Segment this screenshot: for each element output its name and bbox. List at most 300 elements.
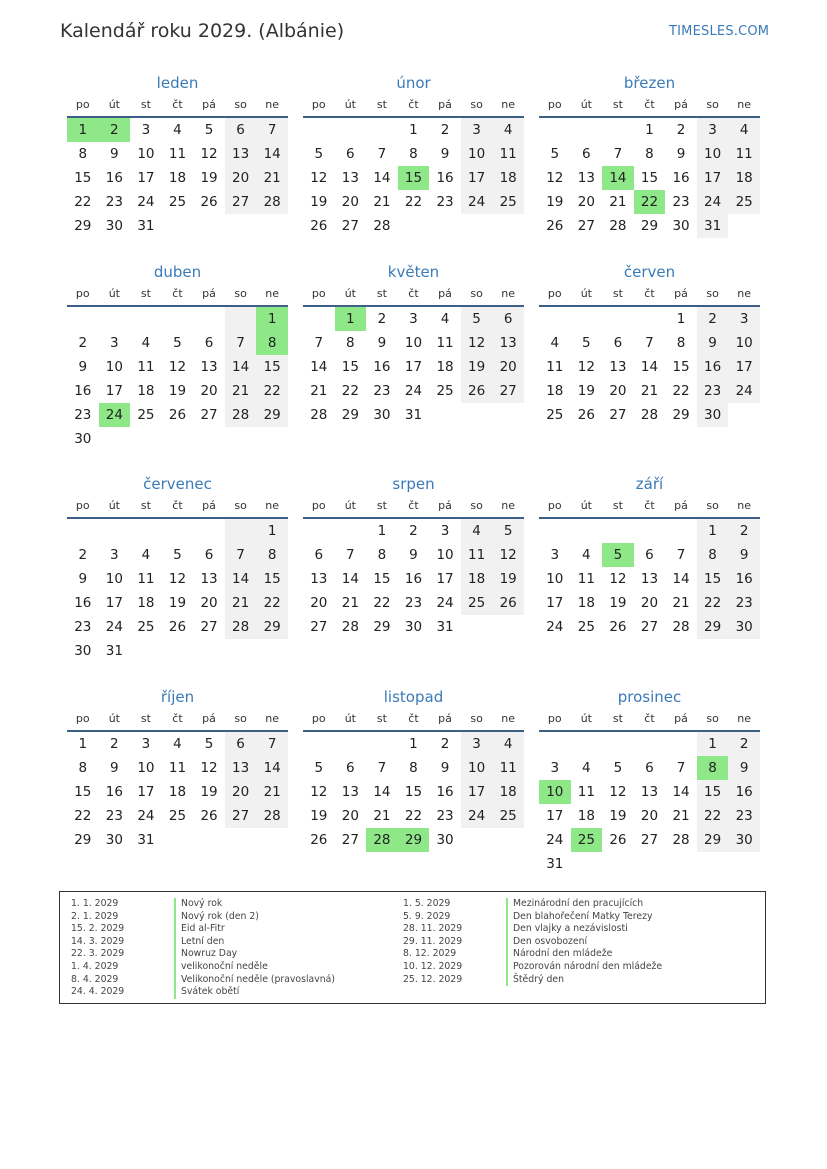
legend-date: 2. 1. 2029: [71, 910, 119, 922]
brand-link[interactable]: TIMESLES.COM: [669, 24, 770, 39]
month-name: leden: [156, 74, 199, 92]
day-cell: 31: [105, 643, 123, 659]
day-cell: 6: [225, 732, 257, 756]
day-cell: 29: [74, 218, 92, 234]
weekday-label: ne: [265, 98, 280, 111]
weekday-label: st: [140, 499, 151, 512]
legend-item: [392, 898, 662, 911]
day-cell: 23: [436, 808, 454, 824]
legend-holiday-name: Svátek obětí: [174, 986, 239, 999]
day-cell: 23: [373, 383, 391, 399]
day-cell: 22: [697, 804, 729, 828]
day-cell: 7: [613, 146, 623, 162]
day-cell: 24: [137, 194, 155, 210]
day-cell: 20: [341, 808, 359, 824]
day-cell: 19: [168, 383, 187, 399]
legend-holiday-name: Mezinárodní den pracujících: [506, 898, 643, 911]
day-cell: 13: [225, 756, 257, 780]
day-cell: 5: [173, 335, 182, 351]
weekday-label: čt: [172, 712, 183, 725]
day-cell: 5: [173, 547, 182, 563]
weekday-label: pá: [202, 499, 216, 512]
day-cell: 19: [609, 808, 627, 824]
day-cell: 15: [74, 170, 92, 186]
day-cell: 2: [110, 736, 119, 752]
day-cell: 11: [137, 571, 155, 587]
day-cell: 6: [225, 118, 257, 142]
day-cell: 26: [609, 832, 627, 848]
day-cell: 3: [440, 523, 450, 539]
empty-cell: [335, 519, 367, 543]
day-cell: 9: [110, 760, 119, 776]
day-cell: 21: [373, 808, 391, 824]
day-cell: 27: [225, 804, 257, 828]
empty-cell: [539, 307, 571, 331]
holiday-day-cell: 5: [602, 543, 634, 567]
day-cell: 2: [78, 335, 88, 351]
day-cell: 17: [461, 780, 493, 804]
day-cell: 29: [672, 407, 690, 423]
day-cell: 20: [492, 355, 524, 379]
day-cell: 15: [404, 784, 423, 800]
day-cell: 8: [377, 547, 387, 563]
day-cell: 8: [409, 146, 418, 162]
weekday-label: so: [234, 98, 247, 111]
day-cell: 10: [546, 571, 564, 587]
day-cell: 17: [436, 571, 454, 587]
weekday-label: čt: [644, 499, 655, 512]
day-cell: 13: [200, 359, 218, 375]
day-cell: 18: [546, 383, 564, 399]
weekday-label: st: [376, 98, 387, 111]
day-cell: 22: [341, 383, 359, 399]
legend-holiday-name: Den blahořečení Matky Terezy: [506, 911, 653, 924]
weekday-label: čt: [408, 287, 419, 300]
day-cell: 3: [461, 732, 493, 756]
day-cell: 21: [373, 194, 391, 210]
day-cell: 28: [225, 615, 257, 639]
weekday-header: [303, 94, 524, 118]
empty-cell: [193, 307, 225, 331]
day-cell: 1: [645, 122, 654, 138]
legend-date: 5. 9. 2029: [403, 910, 451, 922]
day-cell: 30: [105, 832, 123, 848]
day-cell: 6: [314, 547, 324, 563]
day-cell: 21: [225, 591, 257, 615]
day-cell: 8: [256, 543, 288, 567]
day-cell: 11: [168, 146, 187, 162]
day-cell: 13: [577, 170, 595, 186]
weekday-label: so: [470, 712, 483, 725]
day-cell: 4: [141, 547, 151, 563]
day-cell: 21: [225, 379, 257, 403]
day-cell: 20: [640, 595, 659, 611]
day-cell: 17: [105, 595, 123, 611]
day-cell: 18: [436, 359, 454, 375]
weekday-label: po: [311, 712, 326, 725]
legend-holiday-name: Nowruz Day: [174, 948, 237, 961]
day-cell: 26: [492, 591, 524, 615]
day-cell: 15: [373, 571, 391, 587]
day-cell: 31: [404, 407, 423, 423]
legend-item: [392, 974, 662, 987]
day-cell: 27: [492, 379, 524, 403]
empty-cell: [571, 732, 603, 756]
day-cell: 23: [105, 808, 123, 824]
day-cell: 17: [546, 808, 564, 824]
day-cell: 26: [168, 619, 187, 635]
month-říjen: [67, 686, 288, 852]
day-cell: 27: [640, 619, 659, 635]
weekday-label: so: [470, 499, 483, 512]
day-cell: 24: [436, 595, 454, 611]
day-cell: 14: [672, 784, 690, 800]
weekday-header: [67, 495, 288, 519]
day-cell: 18: [168, 784, 187, 800]
day-cell: 21: [341, 595, 359, 611]
weekday-label: čt: [644, 287, 655, 300]
day-cell: 16: [728, 567, 760, 591]
day-cell: 25: [137, 619, 155, 635]
day-cell: 3: [141, 736, 151, 752]
legend-date: 22. 3. 2029: [71, 948, 125, 960]
empty-cell: [665, 732, 697, 756]
day-cell: 24: [728, 379, 760, 403]
weekday-label: čt: [644, 98, 655, 111]
day-cell: 10: [105, 359, 123, 375]
day-cell: 27: [341, 832, 359, 848]
legend-item: [60, 911, 335, 924]
day-cell: 19: [200, 784, 218, 800]
day-cell: 25: [436, 383, 454, 399]
empty-cell: [99, 519, 131, 543]
day-cell: 26: [168, 407, 187, 423]
day-cell: 6: [346, 760, 355, 776]
day-cell: 22: [74, 194, 92, 210]
day-cell: 10: [461, 756, 493, 780]
day-cell: 7: [676, 547, 686, 563]
day-cell: 30: [105, 218, 123, 234]
weekday-label: ne: [501, 287, 516, 300]
weekday-header: [539, 708, 760, 732]
month-name: říjen: [160, 688, 195, 706]
weekday-label: pá: [674, 287, 688, 300]
day-cell: 31: [436, 619, 454, 635]
day-cell: 6: [613, 335, 623, 351]
month-name: listopad: [383, 688, 444, 706]
day-cell: 29: [256, 403, 288, 427]
weekday-label: pá: [202, 287, 216, 300]
day-cell: 27: [200, 407, 218, 423]
day-cell: 26: [577, 407, 595, 423]
day-cell: 4: [440, 311, 450, 327]
holiday-day-cell: 29: [398, 828, 430, 852]
day-cell: 16: [404, 571, 423, 587]
weekday-label: ne: [501, 499, 516, 512]
day-cell: 7: [645, 335, 654, 351]
weekday-label: so: [234, 287, 247, 300]
day-cell: 16: [697, 355, 729, 379]
empty-cell: [602, 307, 634, 331]
month-name: červenec: [143, 475, 212, 493]
legend-item: [392, 961, 662, 974]
day-cell: 25: [577, 619, 595, 635]
month-name: květen: [387, 263, 440, 281]
legend-item: [392, 911, 662, 924]
day-cell: 30: [728, 828, 760, 852]
weekday-label: ne: [737, 287, 752, 300]
day-cell: 19: [200, 170, 218, 186]
empty-cell: [602, 732, 634, 756]
weekday-label: ne: [265, 287, 280, 300]
legend-item: [60, 936, 335, 949]
day-cell: 15: [640, 170, 659, 186]
day-cell: 29: [341, 407, 359, 423]
day-cell: 11: [577, 784, 595, 800]
legend-holiday-name: Nový rok (den 2): [174, 911, 259, 924]
month-únor: [303, 72, 524, 238]
day-cell: 28: [256, 804, 288, 828]
weekday-label: čt: [172, 499, 183, 512]
empty-cell: [303, 118, 335, 142]
weekday-label: st: [376, 499, 387, 512]
day-cell: 1: [697, 519, 729, 543]
day-cell: 7: [676, 760, 686, 776]
day-grid: [539, 307, 760, 427]
empty-cell: [634, 519, 666, 543]
day-grid: [539, 519, 760, 639]
day-cell: 12: [577, 359, 595, 375]
day-cell: 13: [609, 359, 627, 375]
day-cell: 7: [225, 331, 257, 355]
day-cell: 25: [546, 407, 564, 423]
weekday-label: út: [344, 499, 356, 512]
day-cell: 6: [346, 146, 355, 162]
day-cell: 5: [550, 146, 560, 162]
day-cell: 15: [256, 567, 288, 591]
weekday-label: st: [140, 712, 151, 725]
day-grid: [67, 307, 288, 451]
day-cell: 20: [200, 595, 218, 611]
day-cell: 29: [74, 832, 92, 848]
day-cell: 8: [78, 146, 88, 162]
day-cell: 30: [404, 619, 423, 635]
day-cell: 4: [728, 118, 760, 142]
empty-cell: [335, 118, 367, 142]
holiday-day-cell: 14: [602, 166, 634, 190]
day-cell: 5: [461, 307, 493, 331]
day-cell: 27: [310, 619, 328, 635]
day-cell: 22: [256, 591, 288, 615]
day-cell: 18: [168, 170, 187, 186]
day-cell: 31: [697, 214, 729, 238]
holiday-day-cell: 24: [99, 403, 131, 427]
day-cell: 4: [582, 760, 591, 776]
empty-cell: [665, 519, 697, 543]
day-cell: 28: [225, 403, 257, 427]
empty-cell: [162, 307, 194, 331]
day-cell: 12: [168, 571, 187, 587]
legend-item: [60, 961, 335, 974]
holiday-day-cell: 1: [67, 118, 99, 142]
holiday-day-cell: 15: [398, 166, 430, 190]
day-cell: 11: [546, 359, 564, 375]
empty-cell: [303, 732, 335, 756]
legend-date: 29. 11. 2029: [403, 935, 463, 947]
legend-date: 28. 11. 2029: [403, 923, 463, 935]
legend-holiday-name: Národní den mládeže: [506, 948, 612, 961]
day-cell: 3: [550, 760, 560, 776]
day-cell: 27: [341, 218, 359, 234]
empty-cell: [130, 307, 162, 331]
day-cell: 18: [137, 383, 155, 399]
month-name: září: [635, 475, 664, 493]
day-cell: 13: [640, 784, 659, 800]
day-cell: 14: [256, 756, 288, 780]
day-cell: 23: [436, 194, 454, 210]
day-cell: 3: [409, 311, 418, 327]
day-cell: 29: [256, 615, 288, 639]
day-cell: 31: [137, 832, 155, 848]
legend-item: [60, 986, 335, 999]
legend-date: 10. 12. 2029: [403, 960, 463, 972]
day-cell: 17: [697, 166, 729, 190]
day-cell: 4: [550, 335, 560, 351]
day-cell: 18: [577, 808, 595, 824]
day-cell: 7: [225, 543, 257, 567]
weekday-header: [539, 495, 760, 519]
day-cell: 9: [78, 571, 88, 587]
day-cell: 27: [577, 218, 595, 234]
day-cell: 19: [310, 194, 328, 210]
weekday-label: st: [612, 98, 623, 111]
day-cell: 15: [256, 355, 288, 379]
empty-cell: [99, 307, 131, 331]
day-cell: 16: [74, 383, 92, 399]
day-cell: 26: [461, 379, 493, 403]
month-name: duben: [153, 263, 202, 281]
day-cell: 13: [310, 571, 328, 587]
day-cell: 2: [78, 547, 88, 563]
day-cell: 21: [672, 595, 690, 611]
day-cell: 23: [728, 591, 760, 615]
day-cell: 9: [440, 146, 450, 162]
day-cell: 7: [256, 118, 288, 142]
month-name: srpen: [392, 475, 435, 493]
day-cell: 20: [225, 780, 257, 804]
weekday-label: st: [612, 499, 623, 512]
day-cell: 15: [672, 359, 690, 375]
day-cell: 12: [168, 359, 187, 375]
weekday-header: [303, 283, 524, 307]
day-cell: 20: [310, 595, 328, 611]
day-cell: 13: [225, 142, 257, 166]
day-cell: 22: [256, 379, 288, 403]
day-cell: 10: [105, 571, 123, 587]
day-cell: 2: [728, 519, 760, 543]
weekday-label: út: [108, 98, 120, 111]
day-cell: 13: [640, 571, 659, 587]
day-cell: 15: [74, 784, 92, 800]
month-březen: [539, 72, 760, 238]
day-cell: 28: [672, 619, 690, 635]
day-cell: 21: [609, 194, 627, 210]
weekday-label: čt: [172, 98, 183, 111]
day-cell: 10: [404, 335, 423, 351]
day-cell: 10: [461, 142, 493, 166]
day-cell: 16: [74, 595, 92, 611]
day-cell: 12: [609, 571, 627, 587]
day-cell: 20: [577, 194, 595, 210]
day-cell: 21: [640, 383, 659, 399]
empty-cell: [602, 519, 634, 543]
day-cell: 17: [404, 359, 423, 375]
weekday-header: [303, 708, 524, 732]
legend-holiday-name: Eid al-Fitr: [174, 923, 225, 936]
day-cell: 8: [676, 335, 686, 351]
day-cell: 30: [697, 403, 729, 427]
day-cell: 5: [314, 146, 324, 162]
day-cell: 23: [404, 595, 423, 611]
day-cell: 9: [676, 146, 686, 162]
day-cell: 22: [404, 808, 423, 824]
weekday-label: út: [580, 499, 592, 512]
day-cell: 3: [550, 547, 560, 563]
weekday-header: [67, 708, 288, 732]
day-cell: 30: [74, 431, 92, 447]
day-cell: 28: [256, 190, 288, 214]
day-cell: 23: [697, 379, 729, 403]
empty-cell: [303, 307, 335, 331]
day-cell: 21: [256, 166, 288, 190]
day-cell: 18: [577, 595, 595, 611]
day-cell: 25: [492, 804, 524, 828]
day-cell: 5: [492, 519, 524, 543]
day-cell: 23: [74, 619, 92, 635]
day-cell: 5: [613, 760, 623, 776]
weekday-label: so: [234, 499, 247, 512]
day-cell: 2: [440, 736, 450, 752]
day-cell: 3: [141, 122, 151, 138]
weekday-label: ne: [737, 712, 752, 725]
day-cell: 31: [546, 856, 564, 872]
day-cell: 11: [492, 142, 524, 166]
day-cell: 6: [645, 547, 654, 563]
day-cell: 18: [728, 166, 760, 190]
day-cell: 6: [492, 307, 524, 331]
holiday-legend: [59, 891, 766, 1004]
day-cell: 4: [461, 519, 493, 543]
day-cell: 13: [492, 331, 524, 355]
day-cell: 11: [461, 543, 493, 567]
day-cell: 22: [404, 194, 423, 210]
day-cell: 11: [577, 571, 595, 587]
day-cell: 29: [640, 218, 659, 234]
holiday-day-cell: 2: [99, 118, 131, 142]
day-cell: 2: [440, 122, 450, 138]
weekday-label: po: [75, 287, 90, 300]
day-cell: 17: [105, 383, 123, 399]
day-cell: 22: [74, 808, 92, 824]
day-cell: 1: [78, 736, 88, 752]
day-cell: 16: [105, 170, 123, 186]
day-cell: 3: [110, 335, 119, 351]
day-cell: 8: [78, 760, 88, 776]
weekday-label: ne: [501, 712, 516, 725]
day-cell: 15: [697, 567, 729, 591]
legend-holiday-name: Pozorován národní den mládeže: [506, 961, 662, 974]
day-cell: 28: [310, 407, 328, 423]
